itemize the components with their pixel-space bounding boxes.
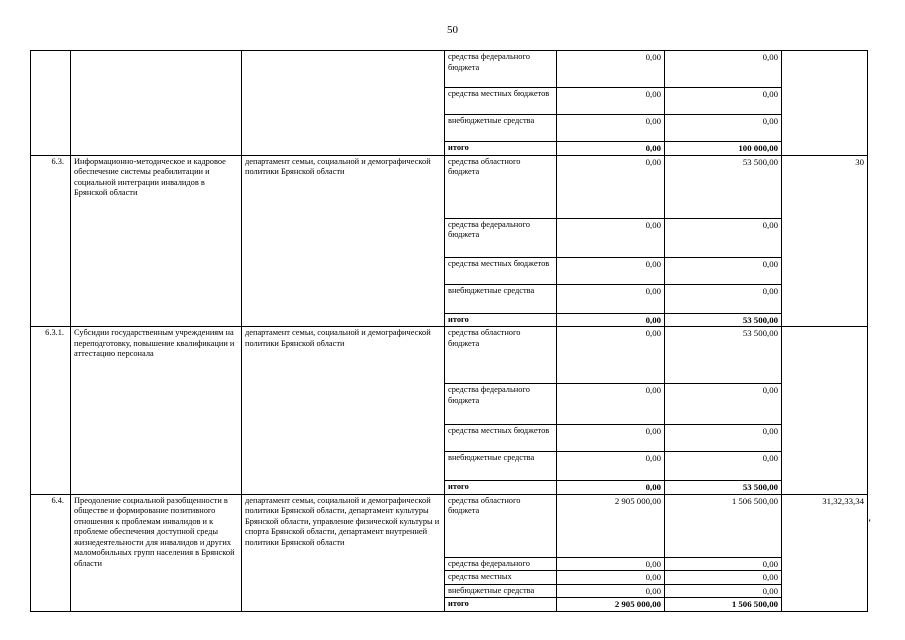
funding-value-2: 53 500,00: [665, 313, 782, 327]
funding-source: средства местных бюджетов: [445, 425, 557, 452]
item-executor: департамент семьи, социальной и демографической политики Брянской области, департамент культуры Брянской области, управление физической культуры и спорта Брянской области, департамент внутренней политики Брянской области: [242, 494, 445, 611]
funding-value-1: 0,00: [557, 51, 665, 88]
item-index: 6.3.1.: [31, 327, 71, 495]
funding-value-2: 0,00: [665, 218, 782, 257]
funding-source: средства областного бюджета: [445, 327, 557, 384]
item-executor: департамент семьи, социальной и демографической политики Брянской области: [242, 327, 445, 495]
funding-value-2: 0,00: [665, 384, 782, 425]
funding-value-2: 0,00: [665, 425, 782, 452]
program-funding-table: [30, 50, 868, 612]
item-index: 6.3.: [31, 155, 71, 327]
item-executor: [242, 51, 445, 156]
funding-value-1: 0,00: [557, 88, 665, 115]
funding-value-1: 0,00: [557, 115, 665, 142]
funding-value-1: 0,00: [557, 142, 665, 156]
funding-value-2: 0,00: [665, 51, 782, 88]
funding-source: средства местных бюджетов: [445, 257, 557, 284]
funding-row: [31, 494, 868, 557]
funding-value-1: 2 905 000,00: [557, 598, 665, 612]
funding-value-1: 0,00: [557, 284, 665, 313]
funding-row: [31, 51, 868, 88]
funding-source: средства федерального: [445, 557, 557, 571]
funding-source: итого: [445, 598, 557, 612]
funding-source: внебюджетные средства: [445, 584, 557, 598]
funding-source: средства федерального бюджета: [445, 218, 557, 257]
funding-value-2: 53 500,00: [665, 481, 782, 495]
indicator-numbers: 31,32,33,34: [782, 494, 868, 611]
funding-value-1: 0,00: [557, 425, 665, 452]
funding-value-2: 0,00: [665, 88, 782, 115]
item-name: Информационно-методическое и кадровое обеспечение системы реабилитации и социальной интеграции инвалидов в Брянской области: [71, 155, 242, 327]
funding-source: внебюджетные средства: [445, 284, 557, 313]
indicator-numbers: 30: [782, 155, 868, 327]
funding-value-2: 53 500,00: [665, 327, 782, 384]
funding-value-1: 0,00: [557, 571, 665, 585]
funding-value-2: 0,00: [665, 284, 782, 313]
page-number: 50: [447, 24, 458, 36]
funding-value-1: 0,00: [557, 452, 665, 481]
funding-source: средства областного бюджета: [445, 155, 557, 218]
funding-value-2: 100 000,00: [665, 142, 782, 156]
item-index: [31, 51, 71, 156]
stray-mark: ʻ: [868, 518, 872, 529]
funding-value-1: 0,00: [557, 557, 665, 571]
funding-source: итого: [445, 481, 557, 495]
funding-row: [31, 327, 868, 384]
item-name: Субсидии государственным учреждениям на переподготовку, повышение квалификации и аттестацию персонала: [71, 327, 242, 495]
funding-source: итого: [445, 142, 557, 156]
funding-source: средства федерального бюджета: [445, 51, 557, 88]
funding-value-1: 0,00: [557, 584, 665, 598]
funding-value-1: 0,00: [557, 218, 665, 257]
funding-source: внебюджетные средства: [445, 452, 557, 481]
funding-value-2: 0,00: [665, 584, 782, 598]
funding-source: итого: [445, 313, 557, 327]
funding-value-2: 1 506 500,00: [665, 494, 782, 557]
funding-value-2: 0,00: [665, 571, 782, 585]
indicator-numbers: [782, 51, 868, 156]
item-name: [71, 51, 242, 156]
funding-value-2: 1 506 500,00: [665, 598, 782, 612]
funding-value-1: 0,00: [557, 155, 665, 218]
funding-source: внебюджетные средства: [445, 115, 557, 142]
item-executor: департамент семьи, социальной и демографической политики Брянской области: [242, 155, 445, 327]
funding-value-1: 0,00: [557, 327, 665, 384]
item-name: Преодоление социальной разобщенности в обществе и формирование позитивного отношения к проблемам инвалидов и к проблеме обеспечения доступной среды жизнедеятельности для инвалидов и других маломобильных групп населения в Брянской области: [71, 494, 242, 611]
funding-value-1: 0,00: [557, 384, 665, 425]
funding-source: средства областного бюджета: [445, 494, 557, 557]
funding-source: средства местных: [445, 571, 557, 585]
funding-value-2: 0,00: [665, 257, 782, 284]
funding-value-2: 0,00: [665, 557, 782, 571]
indicator-numbers: [782, 327, 868, 495]
funding-value-1: 0,00: [557, 257, 665, 284]
funding-value-1: 0,00: [557, 313, 665, 327]
funding-value-2: 0,00: [665, 452, 782, 481]
item-index: 6.4.: [31, 494, 71, 611]
funding-source: средства федерального бюджета: [445, 384, 557, 425]
funding-value-1: 2 905 000,00: [557, 494, 665, 557]
funding-row: [31, 155, 868, 218]
funding-source: средства местных бюджетов: [445, 88, 557, 115]
funding-value-1: 0,00: [557, 481, 665, 495]
funding-value-2: 0,00: [665, 115, 782, 142]
funding-value-2: 53 500,00: [665, 155, 782, 218]
